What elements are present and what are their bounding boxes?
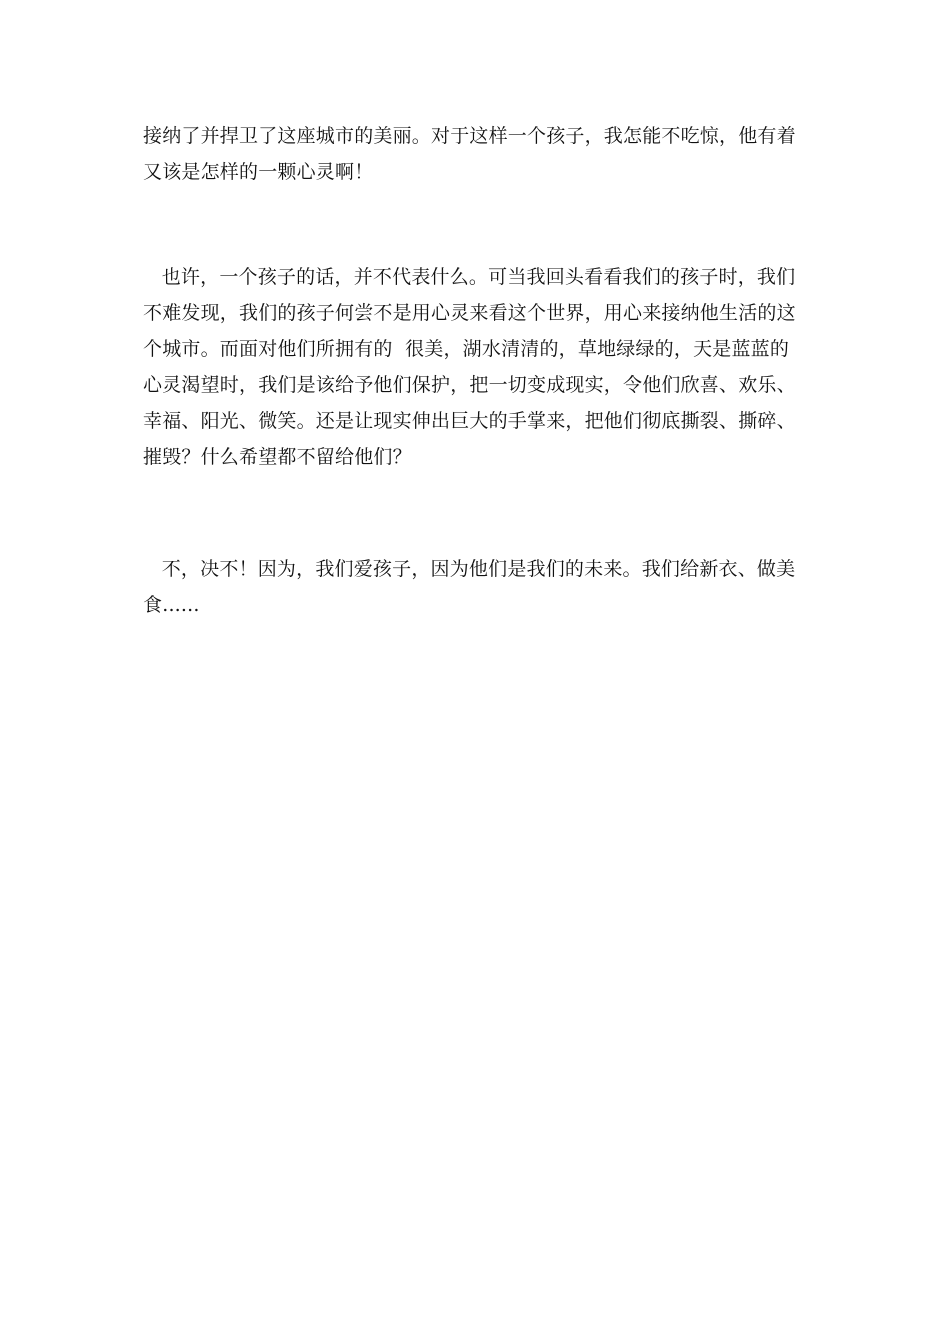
text-line: 不，决不！因为，我们爱孩子，因为他们是我们的未来。我们给新衣、做美 [143,558,796,580]
paragraph-2 [143,259,803,475]
text-line: 也许，一个孩子的话，并不代表什么。可当我回头看看我们的孩子时，我们 [143,266,796,288]
paragraph-3 [143,551,803,623]
text-line: 个城市。而面对他们所拥有的 很美，湖水清清的，草地绿绿的，天是蓝蓝的 [143,338,790,360]
text-line: 接纳了并捍卫了这座城市的美丽。对于这样一个孩子，我怎能不吃惊，他有着 [143,125,796,147]
text-line: 又该是怎样的一颗心灵啊！ [143,161,374,183]
text-line: 食...... [143,594,200,616]
text-line: 不难发现，我们的孩子何尝不是用心灵来看这个世界，用心来接纳他生活的这 [143,302,796,324]
paragraph-1 [143,118,803,190]
text-line: 幸福、阳光、微笑。还是让现实伸出巨大的手掌来，把他们彻底撕裂、撕碎、 [143,410,796,432]
text-line: 摧毁？什么希望都不留给他们？ [143,446,412,468]
text-line: 心灵渴望时，我们是该给予他们保护，把一切变成现实，令他们欣喜、欢乐、 [143,374,796,396]
